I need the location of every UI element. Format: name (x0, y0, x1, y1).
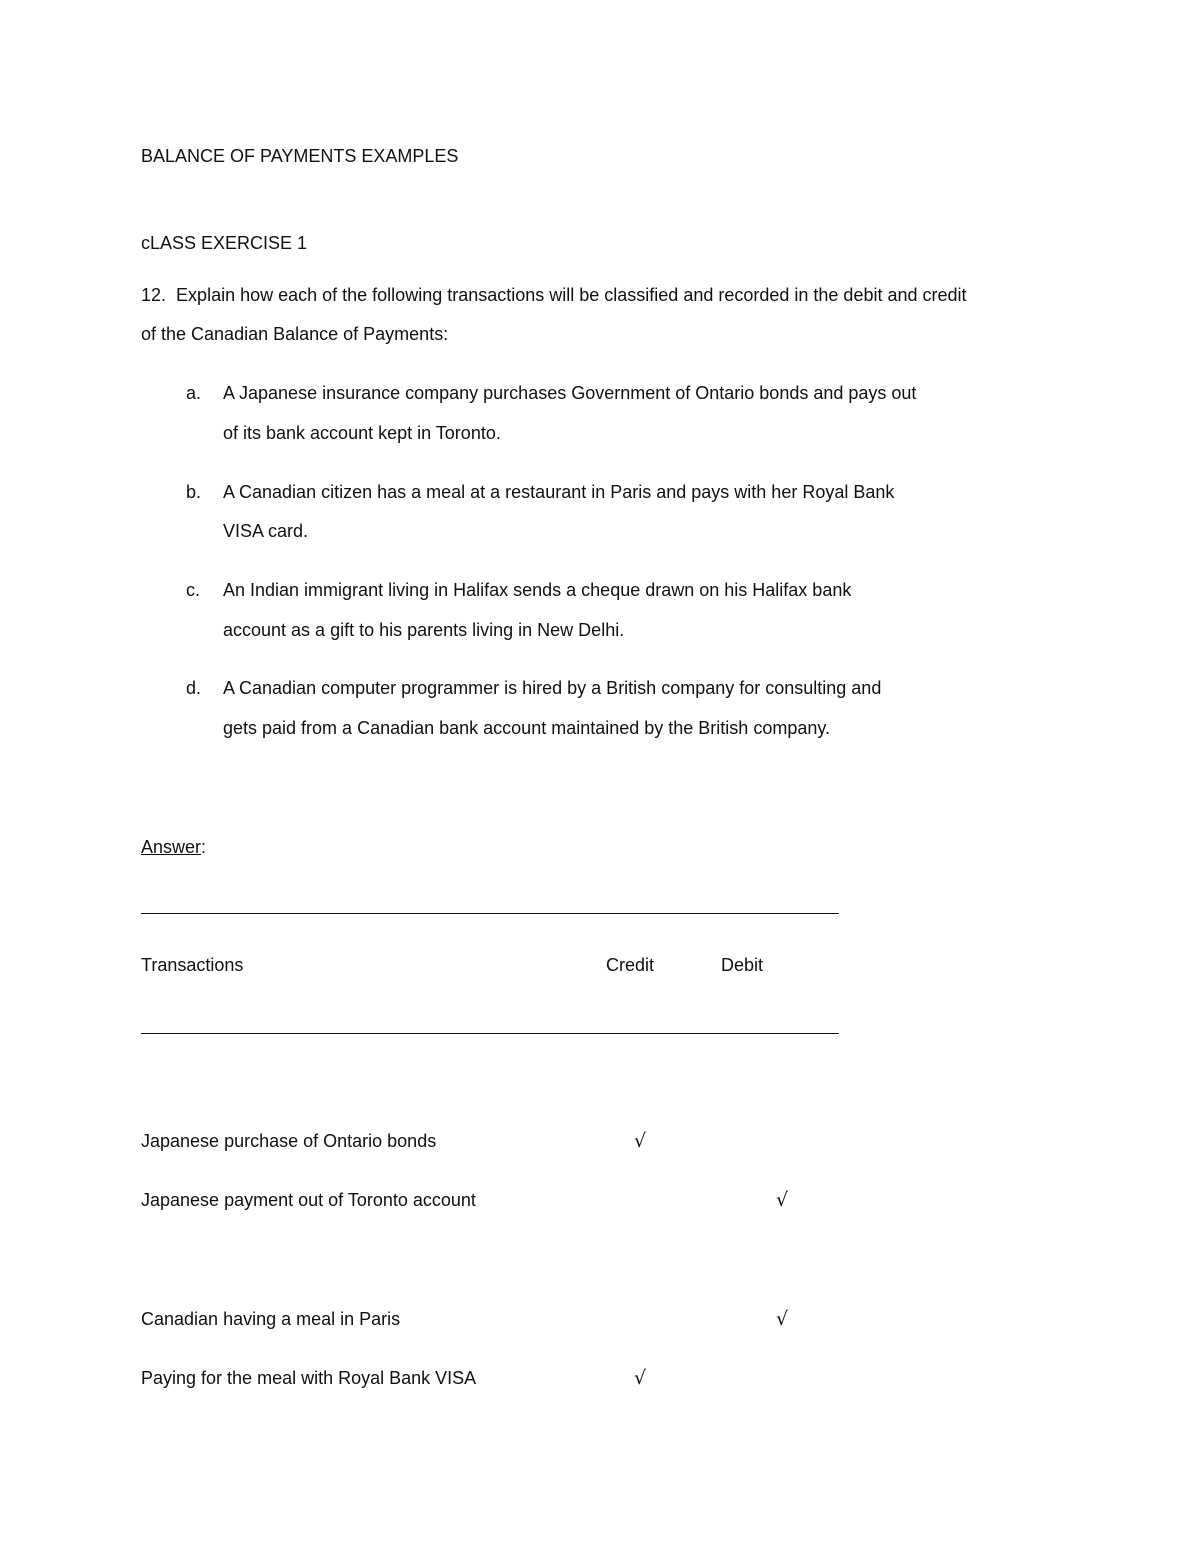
item-a-line-2: of its bank account kept in Toronto. (223, 423, 501, 443)
item-a-line-1: A Japanese insurance company purchases Government of Ontario bonds and pays out (223, 383, 917, 403)
item-d-line-2: gets paid from a Canadian bank account maintained by the British company. (223, 718, 831, 738)
header-debit: Debit (721, 955, 764, 975)
credit-check-mark: √ (634, 1367, 647, 1389)
question-text-1: Explain how each of the following transactions will be classified and recorded in the debit and credit (176, 285, 967, 305)
item-letter-c: c. (186, 580, 201, 600)
exercise-heading: cLASS EXERCISE 1 (141, 233, 308, 253)
debit-check-mark: √ (776, 1189, 789, 1211)
answer-heading (141, 836, 206, 858)
answer-colon: : (201, 837, 207, 857)
header-transactions: Transactions (141, 955, 244, 975)
item-letter-d: d. (186, 678, 202, 698)
answer-label: Answer (141, 837, 202, 857)
item-letter-b: b. (186, 482, 202, 502)
item-d-line-1: A Canadian computer programmer is hired by a British company for consulting and (223, 678, 882, 698)
question-number: 12. (141, 285, 167, 305)
table-row-label: Japanese payment out of Toronto account (141, 1190, 476, 1210)
document-title: BALANCE OF PAYMENTS EXAMPLES (141, 146, 459, 166)
item-c-line-2: account as a gift to his parents living in New Delhi. (223, 620, 625, 640)
item-b-line-2: VISA card. (223, 521, 309, 541)
table-row-label: Paying for the meal with Royal Bank VISA (141, 1368, 477, 1388)
question-line-2: of the Canadian Balance of Payments: (141, 324, 449, 344)
credit-check-mark: √ (634, 1130, 647, 1152)
table-row-label: Japanese purchase of Ontario bonds (141, 1131, 437, 1151)
header-credit: Credit (606, 955, 655, 975)
debit-check-mark: √ (776, 1308, 789, 1330)
item-c-line-1: An Indian immigrant living in Halifax sends a cheque drawn on his Halifax bank (223, 580, 852, 600)
item-letter-a: a. (186, 383, 202, 403)
question-line-1 (141, 284, 967, 306)
table-row-label: Canadian having a meal in Paris (141, 1309, 401, 1329)
table-top-rule (141, 913, 839, 914)
table-header-rule (141, 1033, 839, 1034)
item-b-line-1: A Canadian citizen has a meal at a restaurant in Paris and pays with her Royal Bank (223, 482, 895, 502)
